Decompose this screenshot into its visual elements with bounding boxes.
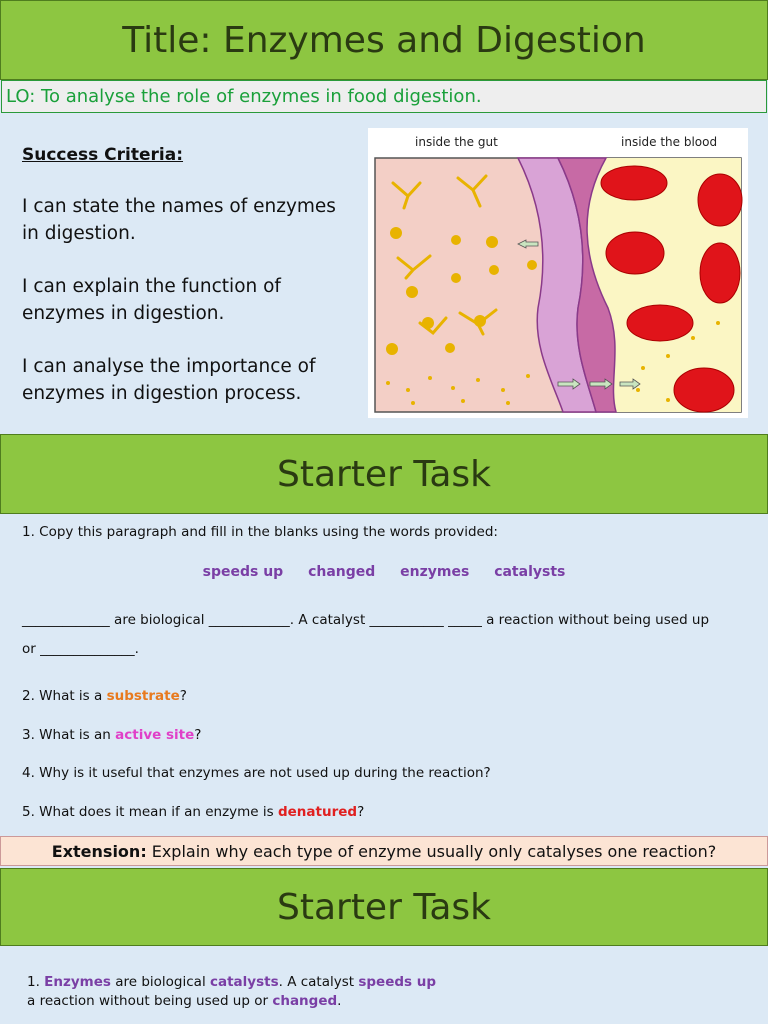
success-criteria <box>22 142 352 433</box>
starter-task-title: Starter Task <box>276 453 492 495</box>
term-denatured: denatured <box>277 804 358 820</box>
label-blood: inside the blood <box>621 135 718 149</box>
digestion-diagram <box>368 128 748 418</box>
extension-box <box>0 836 768 866</box>
starter-task-banner <box>0 434 768 514</box>
learning-objective: LO: To analyse the role of enzymes in food digestion. <box>1 80 767 113</box>
extension-label: Extension: <box>51 841 147 861</box>
word-bank-item: enzymes <box>400 564 470 580</box>
fill-blank-line-2: or ______________. <box>22 641 139 657</box>
starter-task-answers-banner <box>0 868 768 946</box>
extension-text: Explain why each type of enzyme usually only catalyses one reaction? <box>151 841 717 861</box>
question-1: 1. Copy this paragraph and fill in the blanks using the words provided: <box>22 524 498 540</box>
term-active-site: active site <box>115 727 195 743</box>
page-title: Title: Enzymes and Digestion <box>122 19 646 61</box>
word-bank-item: catalysts <box>494 564 566 580</box>
word-bank <box>22 564 746 580</box>
title-banner <box>0 0 768 80</box>
criteria-item: I can analyse the importance of enzymes in digestion process. <box>22 356 316 404</box>
fill-blank-line-1: _____________ are biological ____________. A catalyst ___________ _____ a reaction without being used up <box>22 612 710 628</box>
answer-word: Enzymes <box>44 974 111 990</box>
answer-word: catalysts <box>209 974 279 990</box>
question-5: 5. What does it mean if an enzyme is denatured? <box>22 804 365 820</box>
answer-paragraph: 1. Enzymes are biological catalysts. A catalyst speeds up a reaction without being used up or changed. <box>27 974 437 1009</box>
criteria-item: I can state the names of enzymes in digestion. <box>22 196 336 244</box>
term-substrate: substrate <box>106 688 180 704</box>
starter-task-title: Starter Task <box>276 886 492 928</box>
question-4: 4. Why is it useful that enzymes are not used up during the reaction? <box>22 765 491 781</box>
word-bank-item: speeds up <box>202 564 284 580</box>
label-gut: inside the gut <box>415 135 498 149</box>
question-2: 2. What is a substrate? <box>22 688 187 704</box>
question-3: 3. What is an active site? <box>22 727 202 743</box>
word-bank-item: changed <box>308 564 376 580</box>
criteria-item: I can explain the function of enzymes in digestion. <box>22 276 281 324</box>
answer-word: changed <box>272 993 338 1009</box>
answer-word: speeds up <box>358 974 437 990</box>
success-criteria-heading: Success Criteria: <box>22 145 184 165</box>
